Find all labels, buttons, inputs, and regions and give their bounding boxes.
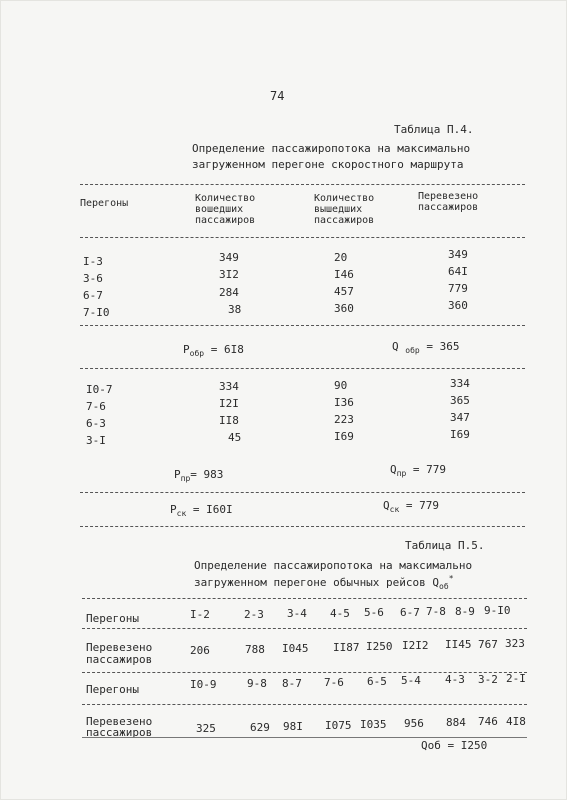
formula-value: = I60I xyxy=(192,503,233,516)
formula-value: = 6I8 xyxy=(210,343,244,356)
table-cell: 5-4 xyxy=(401,674,421,687)
table-cell: 7-6 xyxy=(324,676,344,689)
table5-bottom-rule xyxy=(82,737,527,738)
p-pr-formula xyxy=(174,469,223,482)
table-cell: 6-5 xyxy=(367,675,387,688)
table-cell: 349 xyxy=(219,251,239,264)
formula-value: = 983 xyxy=(190,468,224,481)
table-cell: I46 xyxy=(334,268,354,281)
table5-row4-label-line2: пассажиров xyxy=(86,726,153,739)
table-cell: 788 xyxy=(245,643,265,656)
table-cell: 323 xyxy=(505,637,525,650)
formula-subscript: пр xyxy=(396,469,407,478)
table-cell: I69 xyxy=(450,428,470,441)
table4-rule xyxy=(80,492,525,493)
table-cell: 3-I xyxy=(86,434,106,447)
table-cell: I250 xyxy=(366,640,393,653)
table-cell: 956 xyxy=(404,717,424,730)
table4-header-entered: Количество вошедших пассажиров xyxy=(195,193,256,226)
table-cell: 3-4 xyxy=(287,607,307,620)
table-cell: 746 xyxy=(478,715,498,728)
table5-row2-label-line2: пассажиров xyxy=(86,653,153,666)
table-cell: 8-9 xyxy=(455,605,475,618)
table-cell: 360 xyxy=(334,302,354,315)
table-cell: 45 xyxy=(228,431,242,444)
p-obr-formula xyxy=(183,344,244,357)
table-cell: 7-I0 xyxy=(83,306,110,319)
table-cell: 284 xyxy=(219,286,239,299)
table-cell: 365 xyxy=(450,394,470,407)
table-cell: I075 xyxy=(325,719,352,732)
table4-title-line1: Определение пассажиропотока на максимально xyxy=(192,142,471,155)
table-cell: 334 xyxy=(450,377,470,390)
table-cell: 6-3 xyxy=(86,417,106,430)
table5-row3-label: Перегоны xyxy=(86,683,139,696)
table5-top-rule xyxy=(82,598,527,599)
formula-value: = 779 xyxy=(412,463,447,476)
table5-rule xyxy=(82,628,527,629)
table-cell: 629 xyxy=(250,721,270,734)
table-cell: 334 xyxy=(219,380,239,393)
table-cell: 6-7 xyxy=(83,289,103,302)
table-cell: 347 xyxy=(450,411,470,424)
table-cell: 4-5 xyxy=(330,607,350,620)
table-cell: 223 xyxy=(334,413,354,426)
table5-title-line1: Определение пассажиропотока на максимально xyxy=(194,559,473,572)
table-cell: 884 xyxy=(446,716,466,729)
table5-label: Таблица П.5. xyxy=(405,539,485,552)
table-cell: 360 xyxy=(448,299,468,312)
formula-subscript: обр xyxy=(189,349,205,358)
table-cell: II45 xyxy=(445,638,472,651)
table-cell: 349 xyxy=(448,248,468,261)
q-obr-formula xyxy=(392,341,459,354)
table-cell: 98I xyxy=(283,720,303,733)
table5-footer-formula: Qоб = I250 xyxy=(421,739,488,752)
table-cell: I0-9 xyxy=(190,678,217,691)
table4-header-exited: Количество вышедших пассажиров xyxy=(314,193,375,226)
table-cell: I045 xyxy=(282,642,309,655)
p-sk-formula xyxy=(170,504,233,517)
table-cell: 90 xyxy=(334,379,348,392)
table-cell: I-3 xyxy=(83,255,103,268)
formula-value: = 779 xyxy=(405,499,440,512)
title-subscript: об xyxy=(439,582,449,591)
table-cell: 3-6 xyxy=(83,272,103,285)
table4-header-rule xyxy=(80,237,525,238)
table-cell: 325 xyxy=(196,722,216,735)
table-cell: 4I8 xyxy=(506,715,526,728)
table-cell: 779 xyxy=(448,282,468,295)
table-cell: 7-8 xyxy=(426,605,446,618)
table-cell: 20 xyxy=(334,251,348,264)
formula-symbol: Q xyxy=(383,499,390,512)
table5-title-line2 xyxy=(194,574,454,591)
table-cell: 38 xyxy=(228,303,242,316)
page-number: 74 xyxy=(270,89,285,103)
table-cell: II87 xyxy=(333,641,360,654)
table-cell: I2I2 xyxy=(402,639,429,652)
table-cell: 6-7 xyxy=(400,606,420,619)
formula-symbol: Q xyxy=(392,340,399,353)
formula-subscript: ск xyxy=(389,505,400,514)
table-cell: II8 xyxy=(219,414,239,427)
table-cell: I0-7 xyxy=(86,383,113,396)
table-cell: 4-3 xyxy=(445,673,465,686)
table-cell: I2I xyxy=(219,397,239,410)
table5-row2-label-line1: Перевезено xyxy=(86,641,153,654)
q-pr-formula xyxy=(390,464,446,477)
table-cell: 3-2 xyxy=(478,673,498,686)
formula-subscript: ск xyxy=(176,509,187,518)
formula-symbol: Q xyxy=(390,463,397,476)
table4-rule xyxy=(80,368,525,369)
table5-row1-label: Перегоны xyxy=(86,612,139,625)
formula-value: = 365 xyxy=(426,340,460,353)
table4-header-carried: Перевезено пассажиров xyxy=(418,191,479,213)
table4-rule xyxy=(80,325,525,326)
table-cell: I69 xyxy=(334,430,354,443)
table-cell: I-2 xyxy=(190,608,210,621)
title-superscript: * xyxy=(448,574,454,583)
q-sk-formula xyxy=(383,500,439,513)
table4-header-segments: Перегоны xyxy=(80,198,129,209)
formula-subscript: пр xyxy=(180,474,191,483)
table4-bottom-rule xyxy=(80,526,525,527)
table4-top-rule xyxy=(80,184,525,185)
table5-rule xyxy=(82,704,527,705)
table-cell: 7-6 xyxy=(86,400,106,413)
table-cell: 2-3 xyxy=(244,608,264,621)
table-cell: 457 xyxy=(334,285,354,298)
table-cell: 64I xyxy=(448,265,468,278)
table-cell: I035 xyxy=(360,718,387,731)
formula-symbol: P xyxy=(183,343,190,356)
table4-title-line2: загруженном перегоне скоростного маршрута xyxy=(192,158,464,171)
table5-row4-label-line1: Перевезено xyxy=(86,715,153,728)
table-cell: 2-I xyxy=(506,672,526,685)
table-cell: 3I2 xyxy=(219,268,239,281)
table-cell: 5-6 xyxy=(364,606,384,619)
table-cell: 206 xyxy=(190,644,210,657)
table-cell: 9-8 xyxy=(247,677,267,690)
table4-label: Таблица П.4. xyxy=(394,123,474,136)
table-cell: I36 xyxy=(334,396,354,409)
table-cell: 8-7 xyxy=(282,677,302,690)
formula-symbol: P xyxy=(174,468,181,481)
formula-subscript: обр xyxy=(405,346,420,355)
table-cell: 767 xyxy=(478,638,498,651)
formula-symbol: P xyxy=(170,503,177,516)
table-cell: 9-I0 xyxy=(484,604,511,617)
title-text: загруженном перегоне обычных рейсов Q xyxy=(194,576,440,589)
